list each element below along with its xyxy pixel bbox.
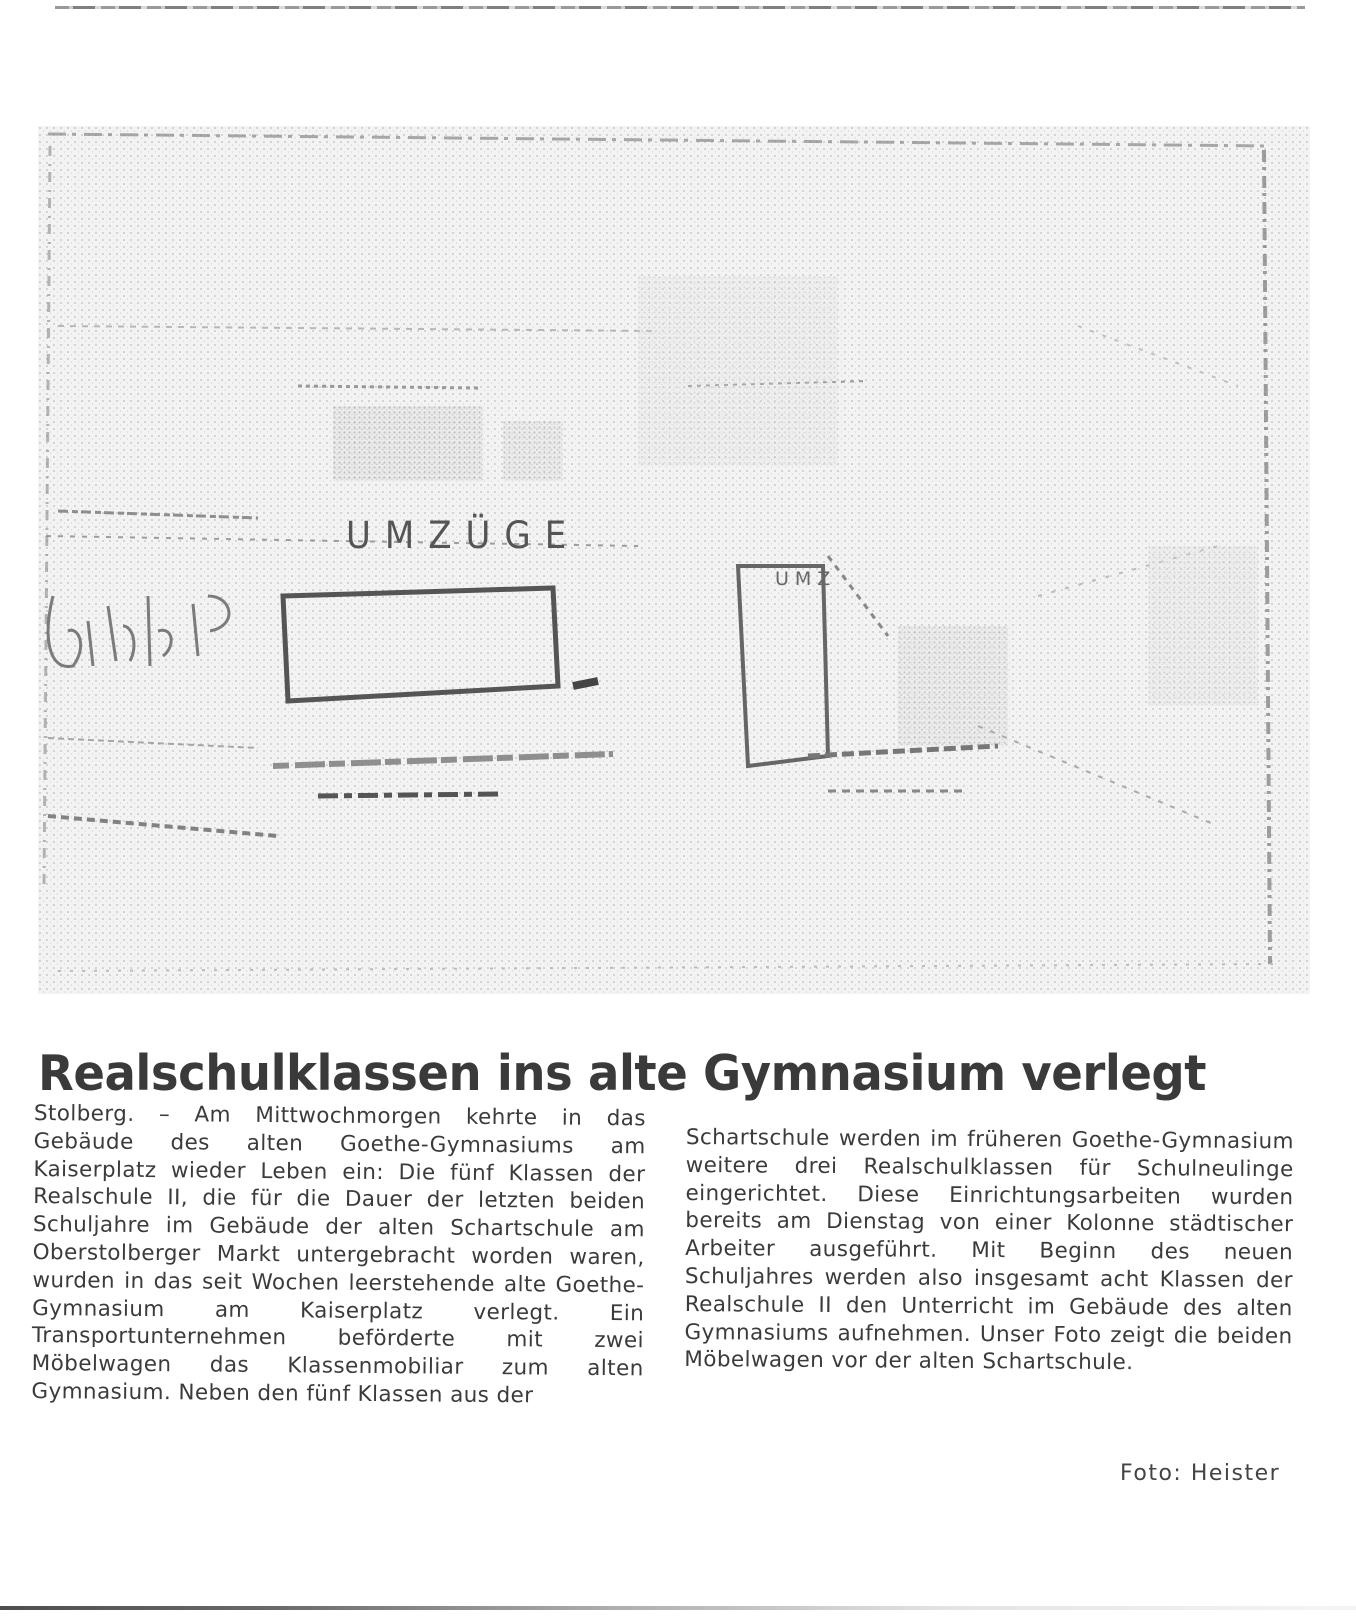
scan-edge-bottom	[0, 1606, 1356, 1610]
article-column-right: Schartschule werden im früheren Goethe-Gymnasium weitere drei Realschulklassen für Schulneulinge eingerichtet. Diese Einrichtungsarbeiten wurden bereits am Dienstag von einer Kolonne städtischer Arbeiter ausgeführt. Mit Beginn des neuen Schuljahres werden also insgesamt acht Klassen der Realschule II den Unterricht im Gebäude des alten Gymnasiums aufnehmen. Unser Foto zeigt die beiden Möbelwagen vor der alten Schartschule.	[684, 1125, 1294, 1376]
truck-sign-text: UMZÜGE	[346, 514, 581, 558]
photo-credit: Foto: Heister	[1120, 1461, 1281, 1486]
second-truck-sign-text: UMZ	[775, 568, 837, 590]
article-column-left: Stolberg. – Am Mittwochmorgen kehrte in das Gebäude des alten Goethe-Gymnasiums am Kaiserplatz wieder Leben ein: Die fünf Klassen der Realschule II, die für die Dauer der letzten beiden Schuljahre im Gebäude der alten Schartschule am Oberstolberger Markt untergebracht worden waren, wurden in das seit Wochen leerstehende alte Goethe-Gymnasium am Kaiserplatz verlegt. Ein Transportunternehmen beförderte mit zwei Möbelwagen das Klassenmobiliar zum alten Gymnasium. Neben den fünf Klassen aus der	[31, 1101, 646, 1409]
article-headline: Realschulklassen ins alte Gymnasium verlegt	[38, 1044, 1207, 1102]
photo-halftone	[38, 126, 1310, 994]
scan-edge-top	[55, 6, 1305, 9]
newspaper-photo	[38, 126, 1310, 994]
